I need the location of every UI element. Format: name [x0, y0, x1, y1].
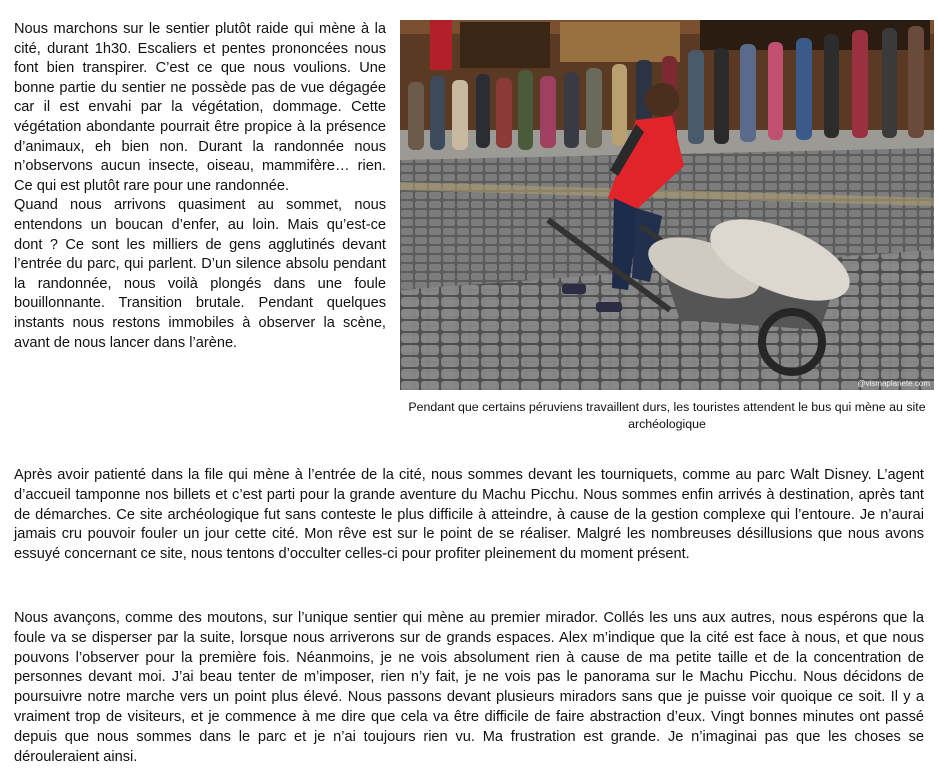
- photo-illustration: [400, 20, 934, 390]
- photo-credit: @vismaplanete.com: [857, 379, 930, 388]
- street-photo: [400, 20, 934, 390]
- intro-paragraph-2: Quand nous arrivons quasiment au sommet, nous entendons un boucan d’enfer, au loin. Mais qu’est-ce dont ? Ce sont les milliers de gens agglutinés devant l’entrée du parc, qui parlent. D’un silence absolu pendant la randonnée, nous voilà plongés dans une foule bouillonnante. Transition brutale. Pendant quelques instants nous restons immobiles à observer la scène, avant de nous lancer dans l’arène.: [14, 197, 386, 351]
- intro-paragraph-1: Nous marchons sur le sentier plutôt raide qui mène à la cité, durant 1h30. Escaliers et pentes prononcées nous font bien transpirer. C’est ce que nous voulions. Une bonne partie du sentier ne possède pas de vue dégagée car il est envahi par la végétation, dommage. Cette végétation abondante pourrait être propice à la présence d’animaux, eh bien non. Durant la randonnée nous n’observons aucun insecte, oiseau, mammifère… rien. Ce qui est plutôt rare pour une randonnée.: [14, 21, 386, 194]
- body-paragraph-1: Après avoir patienté dans la file qui mène à l’entrée de la cité, nous sommes devant les tourniquets, comme au parc Walt Disney. L’agent d’accueil tamponne nos billets et c’est parti pour la grande aventure du Machu Picchu. Nous sommes enfin arrivés à destination, après tant de démarches. Ce site archéologique fut sans conteste le plus difficile à atteindre, à cause de la gestion complexe qui l’entoure. Je n’aurai jamais cru pouvoir fouler un jour cette cité. Mon rêve est sur le point de se réaliser. Malgré les nombreuses désillusions que nous avons essuyé concernant ce site, nous tentons d’occulter celles-ci pour profiter pleinement du moment présent.: [14, 467, 924, 563]
- body-paragraph-2: Nous avançons, comme des moutons, sur l’unique sentier qui mène au premier mirador. Collés les uns aux autres, nous espérons que la foule va se disperser par la suite, lorsque nous arriverons sur de grands espaces. Alex m’indique que la cité est face à nous, et que nous pouvons l’observer pour la première fois. Néanmoins, je ne vois absolument rien à cause de ma petite taille et de la concentration de personnes devant moi. J’ai beau tenter de m’imposer, rien n’y fait, je ne vois pas le panorama sur le Machu Picchu. Nous décidons de poursuivre notre marche vers un point plus élevé. Nous passons devant plusieurs miradors sans que je puisse voir quoique ce soit. Il y a vraiment trop de visiteurs, et je commence à me dire que cela va être difficile de faire abstraction d’eux. Vingt bonnes minutes ont passé depuis que nous sommes dans le parc et je n’ai toujours rien vu. Ma frustration est grande. Je n’imaginai pas que les choses se dérouleraient ainsi.: [14, 610, 924, 765]
- photo-caption: Pendant que certains péruviens travaillent durs, les touristes attendent le bus qui mène au site archéologique: [408, 400, 926, 431]
- intro-column: [14, 20, 386, 353]
